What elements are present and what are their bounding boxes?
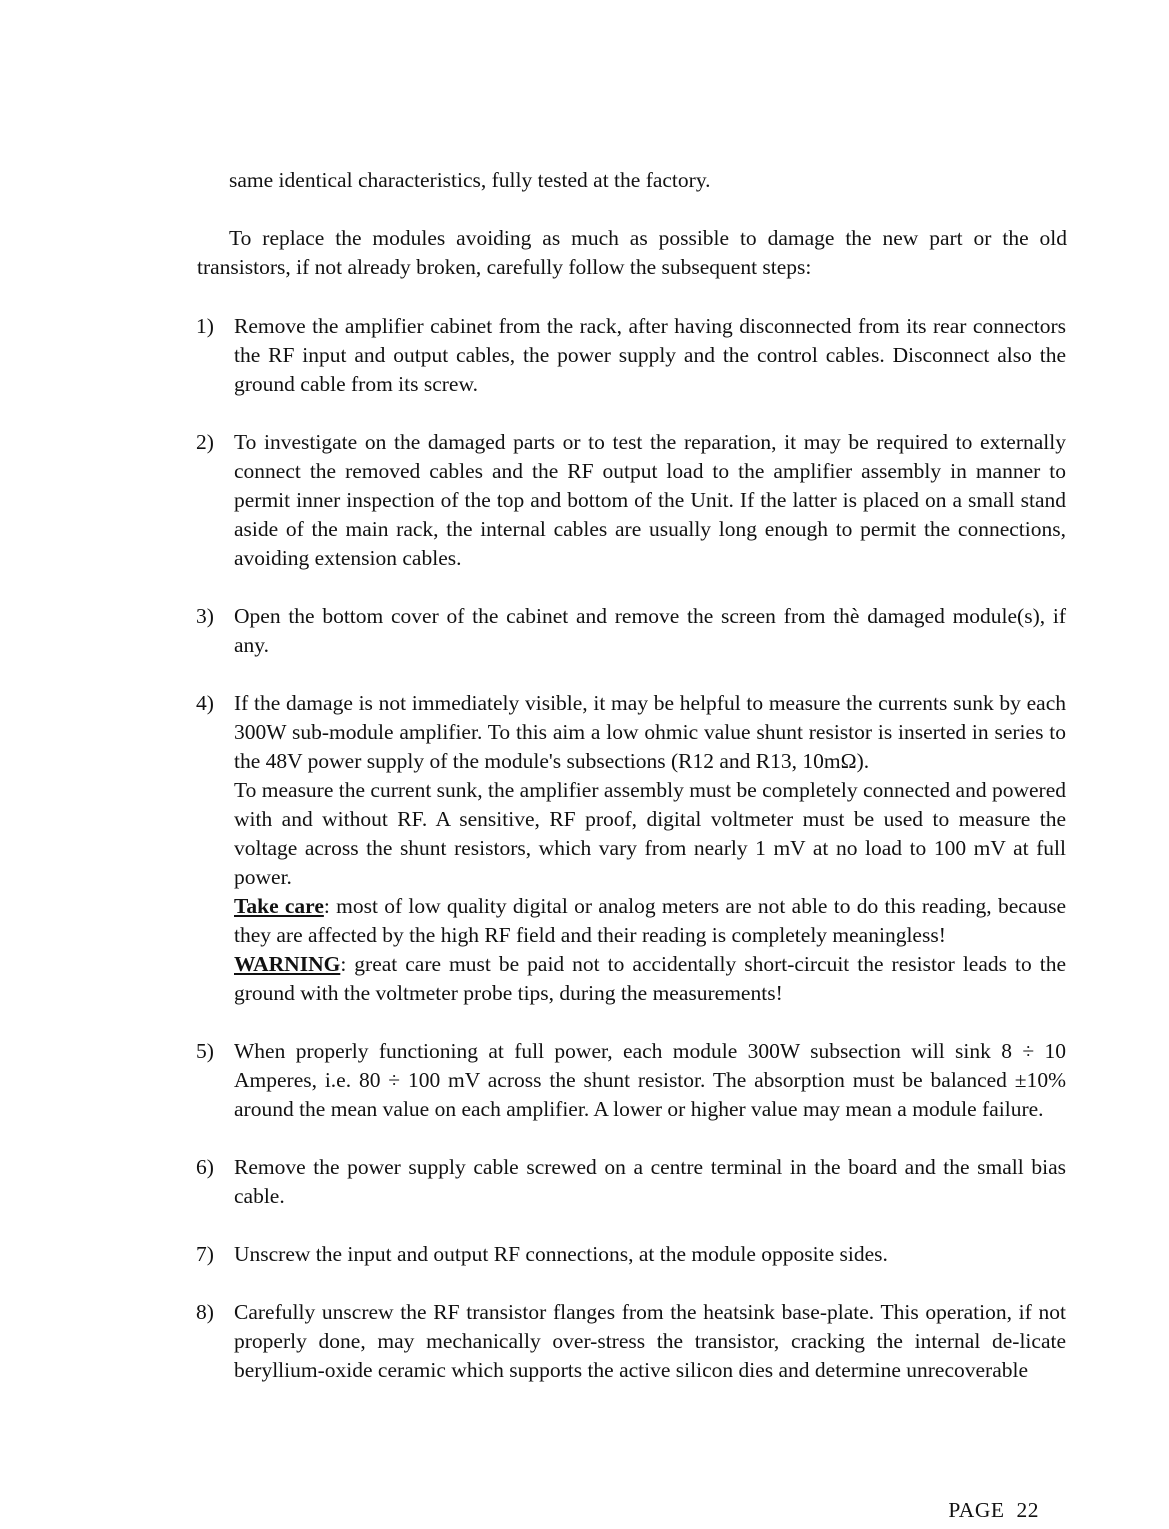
step-7 xyxy=(196,1240,1066,1269)
warning-text: : great care must be paid not to accidentally short-circuit the resistor leads to the ground with the voltmeter probe tips, during the measurements! xyxy=(234,952,1066,1005)
step-4 xyxy=(196,689,1066,1008)
step-1 xyxy=(196,312,1066,399)
step-8 xyxy=(196,1298,1066,1385)
step-number: 3) xyxy=(196,604,214,628)
step-number: 7) xyxy=(196,1242,214,1266)
step-text: When properly functioning at full power, each module 300W subsection will sink 8 ÷ 10 Amperes, i.e. 80 ÷ 100 mV across the shunt resistor. The absorption must be balanced ±10% around the mean value on each amplifier. A lower or higher value may mean a module failure. xyxy=(234,1039,1066,1121)
step-2 xyxy=(196,428,1066,573)
step-number: 5) xyxy=(196,1039,214,1063)
step-text: Carefully unscrew the RF transistor flanges from the heatsink base-plate. This operation, if not properly done, may mechanically over-stress the transistor, cracking the internal de-licate beryllium-oxide ceramic which supports the active silicon dies and determine unrecoverable xyxy=(234,1300,1066,1382)
step-6 xyxy=(196,1153,1066,1211)
step-number: 8) xyxy=(196,1300,214,1324)
step-number: 2) xyxy=(196,430,214,454)
step-text: Unscrew the input and output RF connections, at the module opposite sides. xyxy=(234,1242,888,1266)
step-text: Open the bottom cover of the cabinet and remove the screen from thè damaged module(s), if any. xyxy=(234,604,1066,657)
step-text: To investigate on the damaged parts or to test the reparation, it may be required to externally connect the removed cables and the RF output load to the amplifier assembly in manner to permit inner inspection of the top and bottom of the Unit. If the latter is placed on a small stand aside of the main rack, the internal cables are usually long enough to permit the connections, avoiding extension cables. xyxy=(234,430,1066,570)
step-text: Remove the power supply cable screwed on a centre terminal in the board and the small bias cable. xyxy=(234,1155,1066,1208)
page-label: PAGE xyxy=(948,1498,1005,1522)
warning-label: WARNING xyxy=(234,952,341,976)
step-3 xyxy=(196,602,1066,660)
take-care-note xyxy=(234,892,1066,950)
replacement-steps-list xyxy=(196,312,1066,1385)
page-number xyxy=(936,1496,1039,1525)
step-text: Remove the amplifier cabinet from the rack, after having disconnected from its rear connectors the RF input and output cables, the power supply and the control cables. Disconnect also the ground cable from its screw. xyxy=(234,314,1066,396)
intro-paragraph: To replace the modules avoiding as much as possible to damage the new part or the old transistors, if not already broken, carefully follow the subsequent steps: xyxy=(197,226,1067,279)
step-text-measure-method: To measure the current sunk, the amplifier assembly must be completely connected and powered with and without RF. A sensitive, RF proof, digital voltmeter must be used to measure the voltage across the shunt resistors, which vary from nearly 1 mV at no load to 100 mV at full power. xyxy=(234,778,1066,889)
page-number-value: 22 xyxy=(1016,1498,1039,1522)
step-5 xyxy=(196,1037,1066,1124)
take-care-label: Take care xyxy=(234,894,324,918)
step-number: 6) xyxy=(196,1155,214,1179)
take-care-text: : most of low quality digital or analog meters are not able to do this reading, because they are affected by the high RF field and their reading is completely meaningless! xyxy=(234,894,1066,947)
warning-note xyxy=(234,950,1066,1008)
step-number: 4) xyxy=(196,691,214,715)
step-text-measure-intro: If the damage is not immediately visible, it may be helpful to measure the currents sunk by each 300W sub-module amplifier. To this aim a low ohmic value shunt resistor is inserted in series to the 48V power supply of the module's subsections (R12 and R13, 10mΩ). xyxy=(234,691,1066,773)
intro-continuation-line: same identical characteristics, fully tested at the factory. xyxy=(229,168,711,192)
step-number: 1) xyxy=(196,314,214,338)
